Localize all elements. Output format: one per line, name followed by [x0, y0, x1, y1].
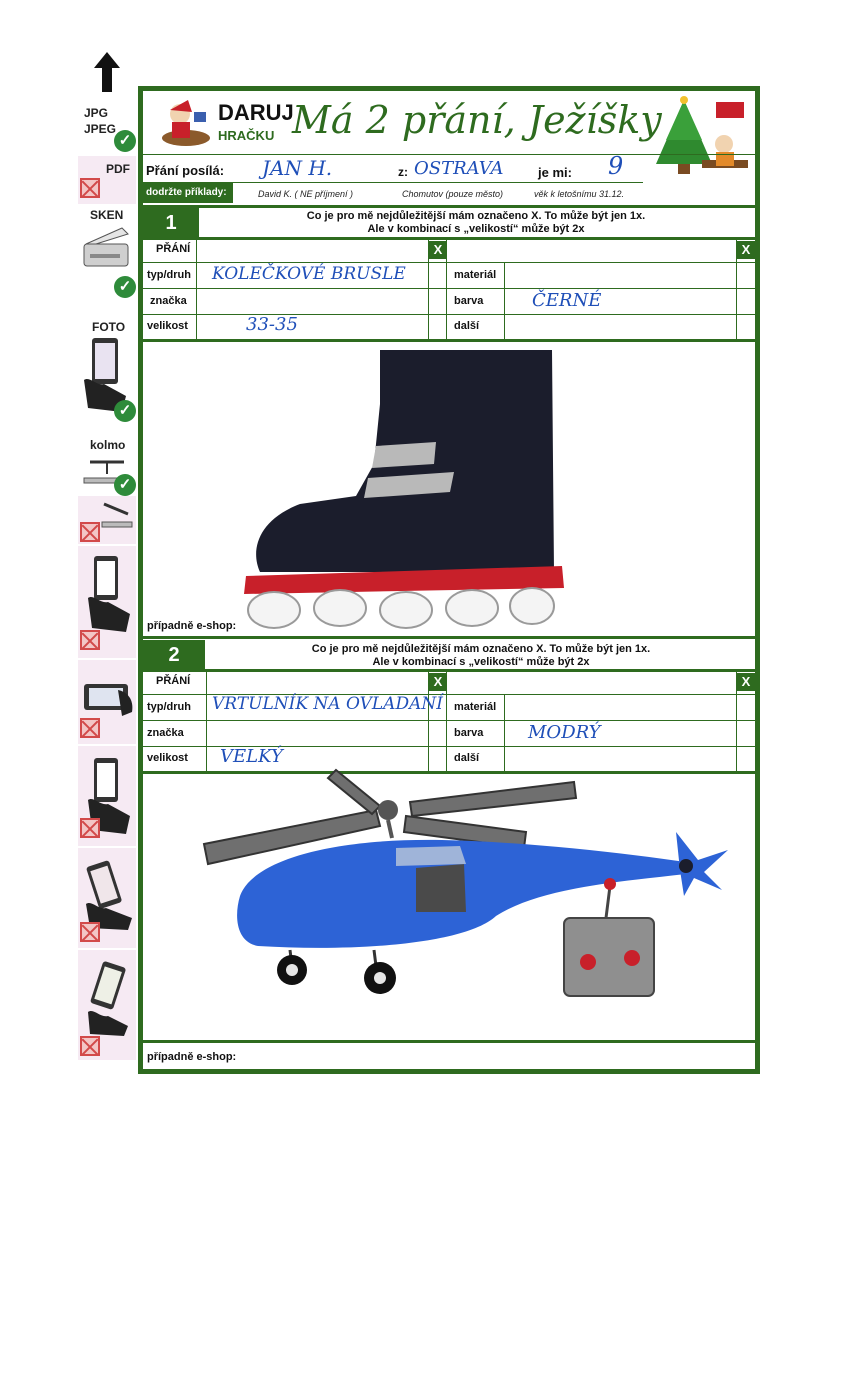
eshop-label: případně e-shop:: [147, 620, 237, 632]
type-label: typ/druh: [147, 701, 191, 713]
roller-skate-drawing: [240, 344, 570, 634]
wish-number: 2: [168, 644, 180, 666]
cross-icon: [80, 522, 100, 542]
phone-landscape-icon: [82, 680, 136, 720]
priority-x-mark[interactable]: X: [429, 673, 447, 691]
sender-name-value[interactable]: JAN H.: [262, 156, 333, 180]
check-icon: ✓: [114, 400, 136, 422]
type-value[interactable]: KOLEČKOVÉ BRUSLE: [212, 264, 406, 284]
santa-logo-icon: [158, 98, 214, 148]
material-label: materiál: [454, 701, 497, 713]
type-label: typ/druh: [147, 269, 191, 281]
format-straight-label: kolmo: [90, 438, 126, 452]
sender-label: Přání posílá:: [146, 163, 225, 178]
wish-label: PŘÁNÍ: [156, 675, 191, 687]
cross-icon: [80, 178, 100, 198]
priority-x-mark[interactable]: X: [429, 241, 447, 259]
cross-icon: [80, 718, 100, 738]
size-value[interactable]: VELKÝ: [220, 746, 283, 767]
example-age: věk k letošnímu 31.12.: [534, 189, 625, 199]
material-label: materiál: [454, 269, 497, 281]
wish-note: [200, 210, 752, 236]
page-title: Má 2 přání, Ježíšky: [292, 98, 662, 142]
example-name: David K. ( NE příjmení ): [258, 189, 354, 199]
phone-tilted-icon: [84, 960, 136, 1036]
phone-hand-icon: [86, 552, 132, 632]
age-value[interactable]: 9: [608, 152, 624, 180]
examples-label: dodržte příklady:: [146, 187, 227, 198]
brand-label: značka: [147, 727, 184, 739]
priority-x-mark[interactable]: X: [737, 673, 755, 691]
cross-icon: [80, 630, 100, 650]
helicopter-drawing: [196, 766, 736, 1006]
check-icon: ✓: [114, 474, 136, 496]
brand-label: značka: [150, 295, 187, 307]
format-jpg-label: JPG: [84, 106, 109, 120]
format-pdf-label: PDF: [106, 162, 130, 176]
wish-note-line2: Ale v kombinací s „velikostí“ může být 2x: [367, 223, 585, 235]
format-jpeg-label: JPEG: [84, 122, 117, 136]
wish-note-line2: Ale v kombinací s „velikostí“ může být 2x: [372, 656, 590, 668]
wish-note: [206, 643, 756, 669]
color-label: barva: [454, 727, 484, 739]
logo-bottom-text: HRAČKU: [218, 128, 275, 143]
other-label: další: [454, 752, 480, 764]
format-scan-label: SKEN: [90, 208, 124, 222]
type-value[interactable]: VRTULNÍK NA OVLADANÍ: [212, 694, 443, 714]
city-label: z:: [398, 165, 408, 179]
format-photo-label: FOTO: [92, 320, 126, 334]
size-value[interactable]: 33-35: [246, 314, 298, 335]
phone-tilted-icon: [82, 858, 136, 930]
color-label: barva: [454, 295, 484, 307]
scanner-icon: [82, 224, 134, 272]
tilted-angle-icon: [100, 500, 134, 530]
example-city: Chomutov (pouze město): [402, 189, 504, 199]
color-value[interactable]: MODRÝ: [528, 722, 601, 743]
priority-x-mark[interactable]: X: [737, 241, 755, 259]
other-label: další: [454, 320, 480, 332]
wish-note-line1: Co je pro mě nejdůležitější mám označeno X. To může být jen 1x.: [311, 643, 651, 655]
check-icon: ✓: [114, 276, 136, 298]
city-value[interactable]: OSTRAVA: [414, 158, 504, 179]
christmas-tree-icon: [644, 94, 752, 194]
size-label: velikost: [147, 320, 188, 332]
cross-icon: [80, 922, 100, 942]
eshop-label: případně e-shop:: [147, 1051, 237, 1063]
wish-number: 1: [165, 212, 177, 234]
wish-number-badge: [143, 208, 199, 238]
cross-icon: [80, 818, 100, 838]
wish-number-badge: [143, 640, 205, 670]
wish-label: PŘÁNÍ: [156, 243, 191, 255]
up-arrow-icon: [92, 50, 122, 94]
color-value[interactable]: ČERNÉ: [532, 290, 602, 311]
cross-icon: [80, 1036, 100, 1056]
age-label: je mi:: [538, 165, 572, 180]
size-label: velikost: [147, 752, 188, 764]
wish-note-line1: Co je pro mě nejdůležitější mám označeno X. To může být jen 1x.: [306, 210, 646, 222]
logo-top-text: DARUJ: [218, 100, 294, 125]
check-icon: ✓: [114, 130, 136, 152]
